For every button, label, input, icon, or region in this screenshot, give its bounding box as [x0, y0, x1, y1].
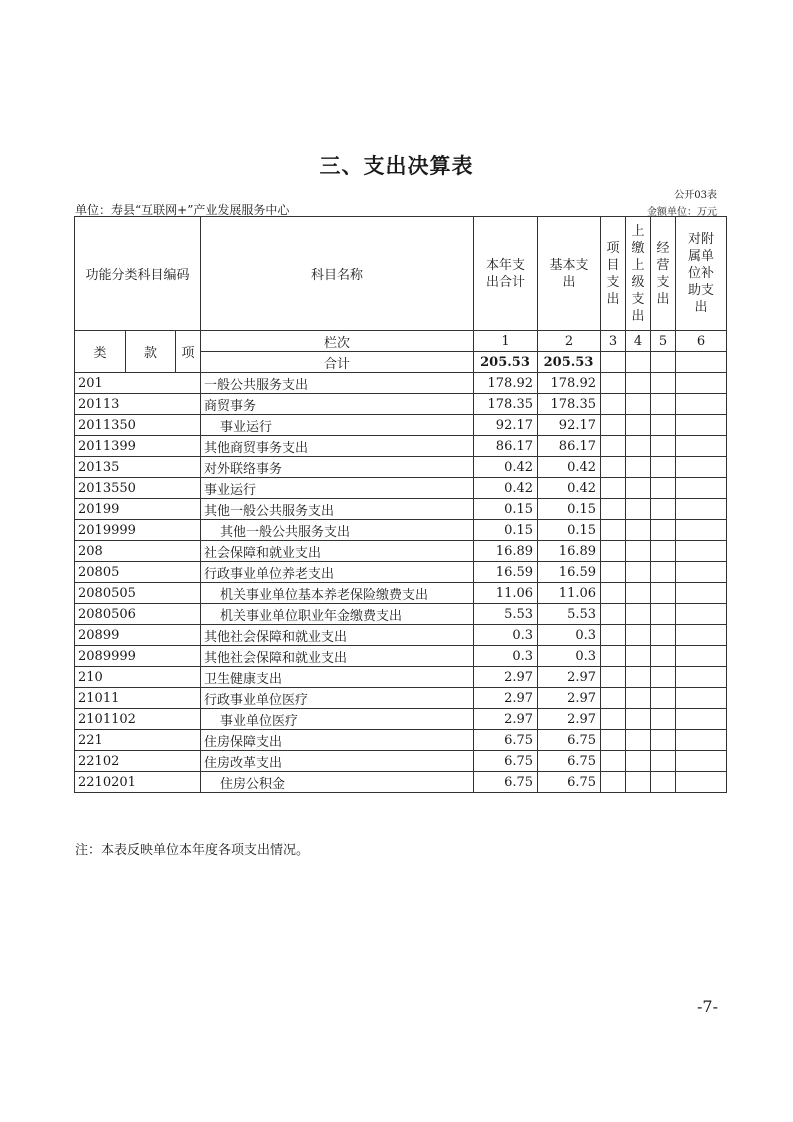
row-total: 16.89 [474, 541, 538, 562]
empty-cell [626, 478, 651, 499]
empty-cell [626, 541, 651, 562]
empty-cell [676, 415, 727, 436]
col-index-6: 6 [676, 331, 727, 352]
row-basic: 0.3 [538, 625, 601, 646]
row-total: 2.97 [474, 688, 538, 709]
row-total: 0.42 [474, 478, 538, 499]
col-index-1: 1 [474, 331, 538, 352]
empty-cell [676, 541, 727, 562]
table-row [75, 499, 727, 520]
header-lanci: 栏次 [201, 331, 474, 352]
row-basic: 2.97 [538, 667, 601, 688]
table-row [75, 751, 727, 772]
table-row [75, 604, 727, 625]
row-basic: 16.89 [538, 541, 601, 562]
row-total: 178.35 [474, 394, 538, 415]
row-basic: 0.42 [538, 457, 601, 478]
empty-cell [626, 751, 651, 772]
empty-cell [676, 730, 727, 751]
empty-cell [651, 604, 676, 625]
row-code: 2080505 [75, 583, 201, 604]
table-row [75, 415, 727, 436]
empty-cell [601, 730, 626, 751]
empty-cell [601, 457, 626, 478]
empty-cell [676, 436, 727, 457]
empty-cell [626, 583, 651, 604]
header-project: 项目支出 [601, 217, 626, 331]
row-name: 商贸事务 [201, 394, 474, 415]
row-basic: 6.75 [538, 772, 601, 793]
empty-cell [651, 688, 676, 709]
table-row [75, 667, 727, 688]
empty-cell [626, 625, 651, 646]
empty-cell [601, 751, 626, 772]
empty-cell [676, 499, 727, 520]
row-basic: 2.97 [538, 709, 601, 730]
row-code: 20135 [75, 457, 201, 478]
row-total: 2.97 [474, 667, 538, 688]
empty-cell [626, 373, 651, 394]
empty-cell [651, 499, 676, 520]
header-name: 科目名称 [201, 217, 474, 331]
row-name: 行政事业单位医疗 [201, 688, 474, 709]
row-total: 0.15 [474, 499, 538, 520]
empty-cell [601, 478, 626, 499]
row-code: 2019999 [75, 520, 201, 541]
empty-cell [676, 604, 727, 625]
row-code: 22102 [75, 751, 201, 772]
empty-cell [651, 667, 676, 688]
row-basic: 11.06 [538, 583, 601, 604]
empty-cell [651, 562, 676, 583]
row-name: 一般公共服务支出 [201, 373, 474, 394]
empty-cell [626, 415, 651, 436]
empty-cell [626, 667, 651, 688]
col-index-2: 2 [538, 331, 601, 352]
table-row [75, 730, 727, 751]
empty-cell [676, 772, 727, 793]
row-code: 2210201 [75, 772, 201, 793]
table-row [75, 646, 727, 667]
col-index-3: 3 [601, 331, 626, 352]
row-code: 2080506 [75, 604, 201, 625]
empty-cell [601, 499, 626, 520]
empty-cell [601, 583, 626, 604]
row-total: 0.3 [474, 625, 538, 646]
table-row [75, 541, 727, 562]
empty-cell [676, 583, 727, 604]
empty-cell [626, 394, 651, 415]
expenditure-table [74, 216, 727, 793]
empty-cell [651, 646, 676, 667]
row-basic: 6.75 [538, 730, 601, 751]
row-name: 机关事业单位基本养老保险缴费支出 [201, 583, 474, 604]
row-name: 对外联络事务 [201, 457, 474, 478]
empty-cell [676, 373, 727, 394]
row-total: 6.75 [474, 730, 538, 751]
row-name: 其他一般公共服务支出 [201, 499, 474, 520]
header-xiang: 项 [176, 331, 201, 373]
empty-cell [626, 352, 651, 373]
row-code: 2101102 [75, 709, 201, 730]
row-total: 0.42 [474, 457, 538, 478]
page-title: 三、支出决算表 [319, 154, 474, 178]
row-code: 20805 [75, 562, 201, 583]
row-name: 事业单位医疗 [201, 709, 474, 730]
empty-cell [651, 709, 676, 730]
empty-cell [601, 688, 626, 709]
row-total: 11.06 [474, 583, 538, 604]
table-row [75, 373, 727, 394]
empty-cell [651, 772, 676, 793]
row-code: 2011399 [75, 436, 201, 457]
row-total: 86.17 [474, 436, 538, 457]
row-basic: 2.97 [538, 688, 601, 709]
col-index-4: 4 [626, 331, 651, 352]
row-code: 2011350 [75, 415, 201, 436]
row-name: 其他社会保障和就业支出 [201, 646, 474, 667]
row-basic: 92.17 [538, 415, 601, 436]
empty-cell [651, 478, 676, 499]
table-row [75, 772, 727, 793]
header-code: 功能分类科目编码 [75, 217, 201, 331]
row-code: 20199 [75, 499, 201, 520]
empty-cell [676, 751, 727, 772]
empty-cell [651, 541, 676, 562]
empty-cell [626, 688, 651, 709]
row-name: 卫生健康支出 [201, 667, 474, 688]
row-basic: 16.59 [538, 562, 601, 583]
row-total: 5.53 [474, 604, 538, 625]
table-row [75, 394, 727, 415]
table-row [75, 709, 727, 730]
empty-cell [601, 562, 626, 583]
row-name: 其他一般公共服务支出 [201, 520, 474, 541]
empty-cell [676, 688, 727, 709]
row-code: 201 [75, 373, 201, 394]
empty-cell [601, 667, 626, 688]
row-total: 92.17 [474, 415, 538, 436]
empty-cell [651, 436, 676, 457]
row-code: 21011 [75, 688, 201, 709]
empty-cell [676, 457, 727, 478]
empty-cell [676, 520, 727, 541]
row-basic: 0.3 [538, 646, 601, 667]
row-name: 其他社会保障和就业支出 [201, 625, 474, 646]
row-total: 0.15 [474, 520, 538, 541]
empty-cell [601, 394, 626, 415]
empty-cell [676, 646, 727, 667]
empty-cell [626, 772, 651, 793]
empty-cell [601, 604, 626, 625]
row-name: 社会保障和就业支出 [201, 541, 474, 562]
header-kuan: 款 [126, 331, 176, 373]
row-basic: 86.17 [538, 436, 601, 457]
footnote: 注：本表反映单位本年度各项支出情况。 [75, 843, 310, 858]
empty-cell [601, 646, 626, 667]
amount-unit-label: 金额单位：万元 [647, 207, 717, 218]
header-subsidy: 对附属单位补助支出 [676, 217, 727, 331]
row-total: 16.59 [474, 562, 538, 583]
row-name: 事业运行 [201, 415, 474, 436]
empty-cell [601, 625, 626, 646]
row-code: 2013550 [75, 478, 201, 499]
table-row [75, 625, 727, 646]
row-code: 208 [75, 541, 201, 562]
empty-cell [651, 751, 676, 772]
row-total: 0.3 [474, 646, 538, 667]
empty-cell [601, 373, 626, 394]
empty-cell [626, 520, 651, 541]
empty-cell [676, 478, 727, 499]
empty-cell [626, 499, 651, 520]
row-basic: 6.75 [538, 751, 601, 772]
empty-cell [601, 436, 626, 457]
empty-cell [601, 415, 626, 436]
row-code: 221 [75, 730, 201, 751]
empty-cell [676, 625, 727, 646]
empty-cell [626, 709, 651, 730]
row-code: 20113 [75, 394, 201, 415]
header-lei: 类 [75, 331, 126, 373]
empty-cell [626, 457, 651, 478]
empty-cell [651, 625, 676, 646]
header-basic: 基本支出 [538, 217, 601, 331]
row-basic: 0.42 [538, 478, 601, 499]
row-name: 机关事业单位职业年金缴费支出 [201, 604, 474, 625]
table-row [75, 478, 727, 499]
header-business: 经营支出 [651, 217, 676, 331]
empty-cell [676, 562, 727, 583]
table-row [75, 562, 727, 583]
row-code: 210 [75, 667, 201, 688]
empty-cell [651, 730, 676, 751]
empty-cell [676, 709, 727, 730]
table-row [75, 436, 727, 457]
empty-cell [651, 457, 676, 478]
form-number: 公开03表 [674, 190, 717, 201]
empty-cell [651, 373, 676, 394]
row-code: 20899 [75, 625, 201, 646]
row-name: 住房保障支出 [201, 730, 474, 751]
row-basic: 0.15 [538, 499, 601, 520]
empty-cell [601, 541, 626, 562]
row-total: 2.97 [474, 709, 538, 730]
empty-cell [626, 562, 651, 583]
row-basic: 5.53 [538, 604, 601, 625]
table-row [75, 688, 727, 709]
empty-cell [601, 520, 626, 541]
total-label: 合计 [201, 352, 474, 373]
row-name: 住房改革支出 [201, 751, 474, 772]
row-total: 6.75 [474, 772, 538, 793]
empty-cell [626, 730, 651, 751]
unit-label: 单位：寿县“互联网+”产业发展服务中心 [75, 203, 290, 217]
empty-cell [626, 436, 651, 457]
col-index-5: 5 [651, 331, 676, 352]
total-basic: 205.53 [538, 352, 601, 373]
page-number: -7- [697, 997, 718, 1016]
empty-cell [651, 415, 676, 436]
empty-cell [651, 352, 676, 373]
total-amount: 205.53 [474, 352, 538, 373]
row-basic: 178.35 [538, 394, 601, 415]
row-basic: 178.92 [538, 373, 601, 394]
row-name: 行政事业单位养老支出 [201, 562, 474, 583]
table-row [75, 583, 727, 604]
row-name: 住房公积金 [201, 772, 474, 793]
row-total: 6.75 [474, 751, 538, 772]
empty-cell [651, 520, 676, 541]
empty-cell [601, 709, 626, 730]
empty-cell [651, 394, 676, 415]
empty-cell [676, 352, 727, 373]
header-total: 本年支出合计 [474, 217, 538, 331]
table-row [75, 457, 727, 478]
row-total: 178.92 [474, 373, 538, 394]
empty-cell [601, 352, 626, 373]
empty-cell [601, 772, 626, 793]
row-name: 其他商贸事务支出 [201, 436, 474, 457]
empty-cell [676, 394, 727, 415]
row-name: 事业运行 [201, 478, 474, 499]
empty-cell [651, 583, 676, 604]
header-upper: 上缴上级支出 [626, 217, 651, 331]
empty-cell [626, 646, 651, 667]
row-basic: 0.15 [538, 520, 601, 541]
table-row [75, 520, 727, 541]
row-code: 2089999 [75, 646, 201, 667]
empty-cell [676, 667, 727, 688]
empty-cell [626, 604, 651, 625]
